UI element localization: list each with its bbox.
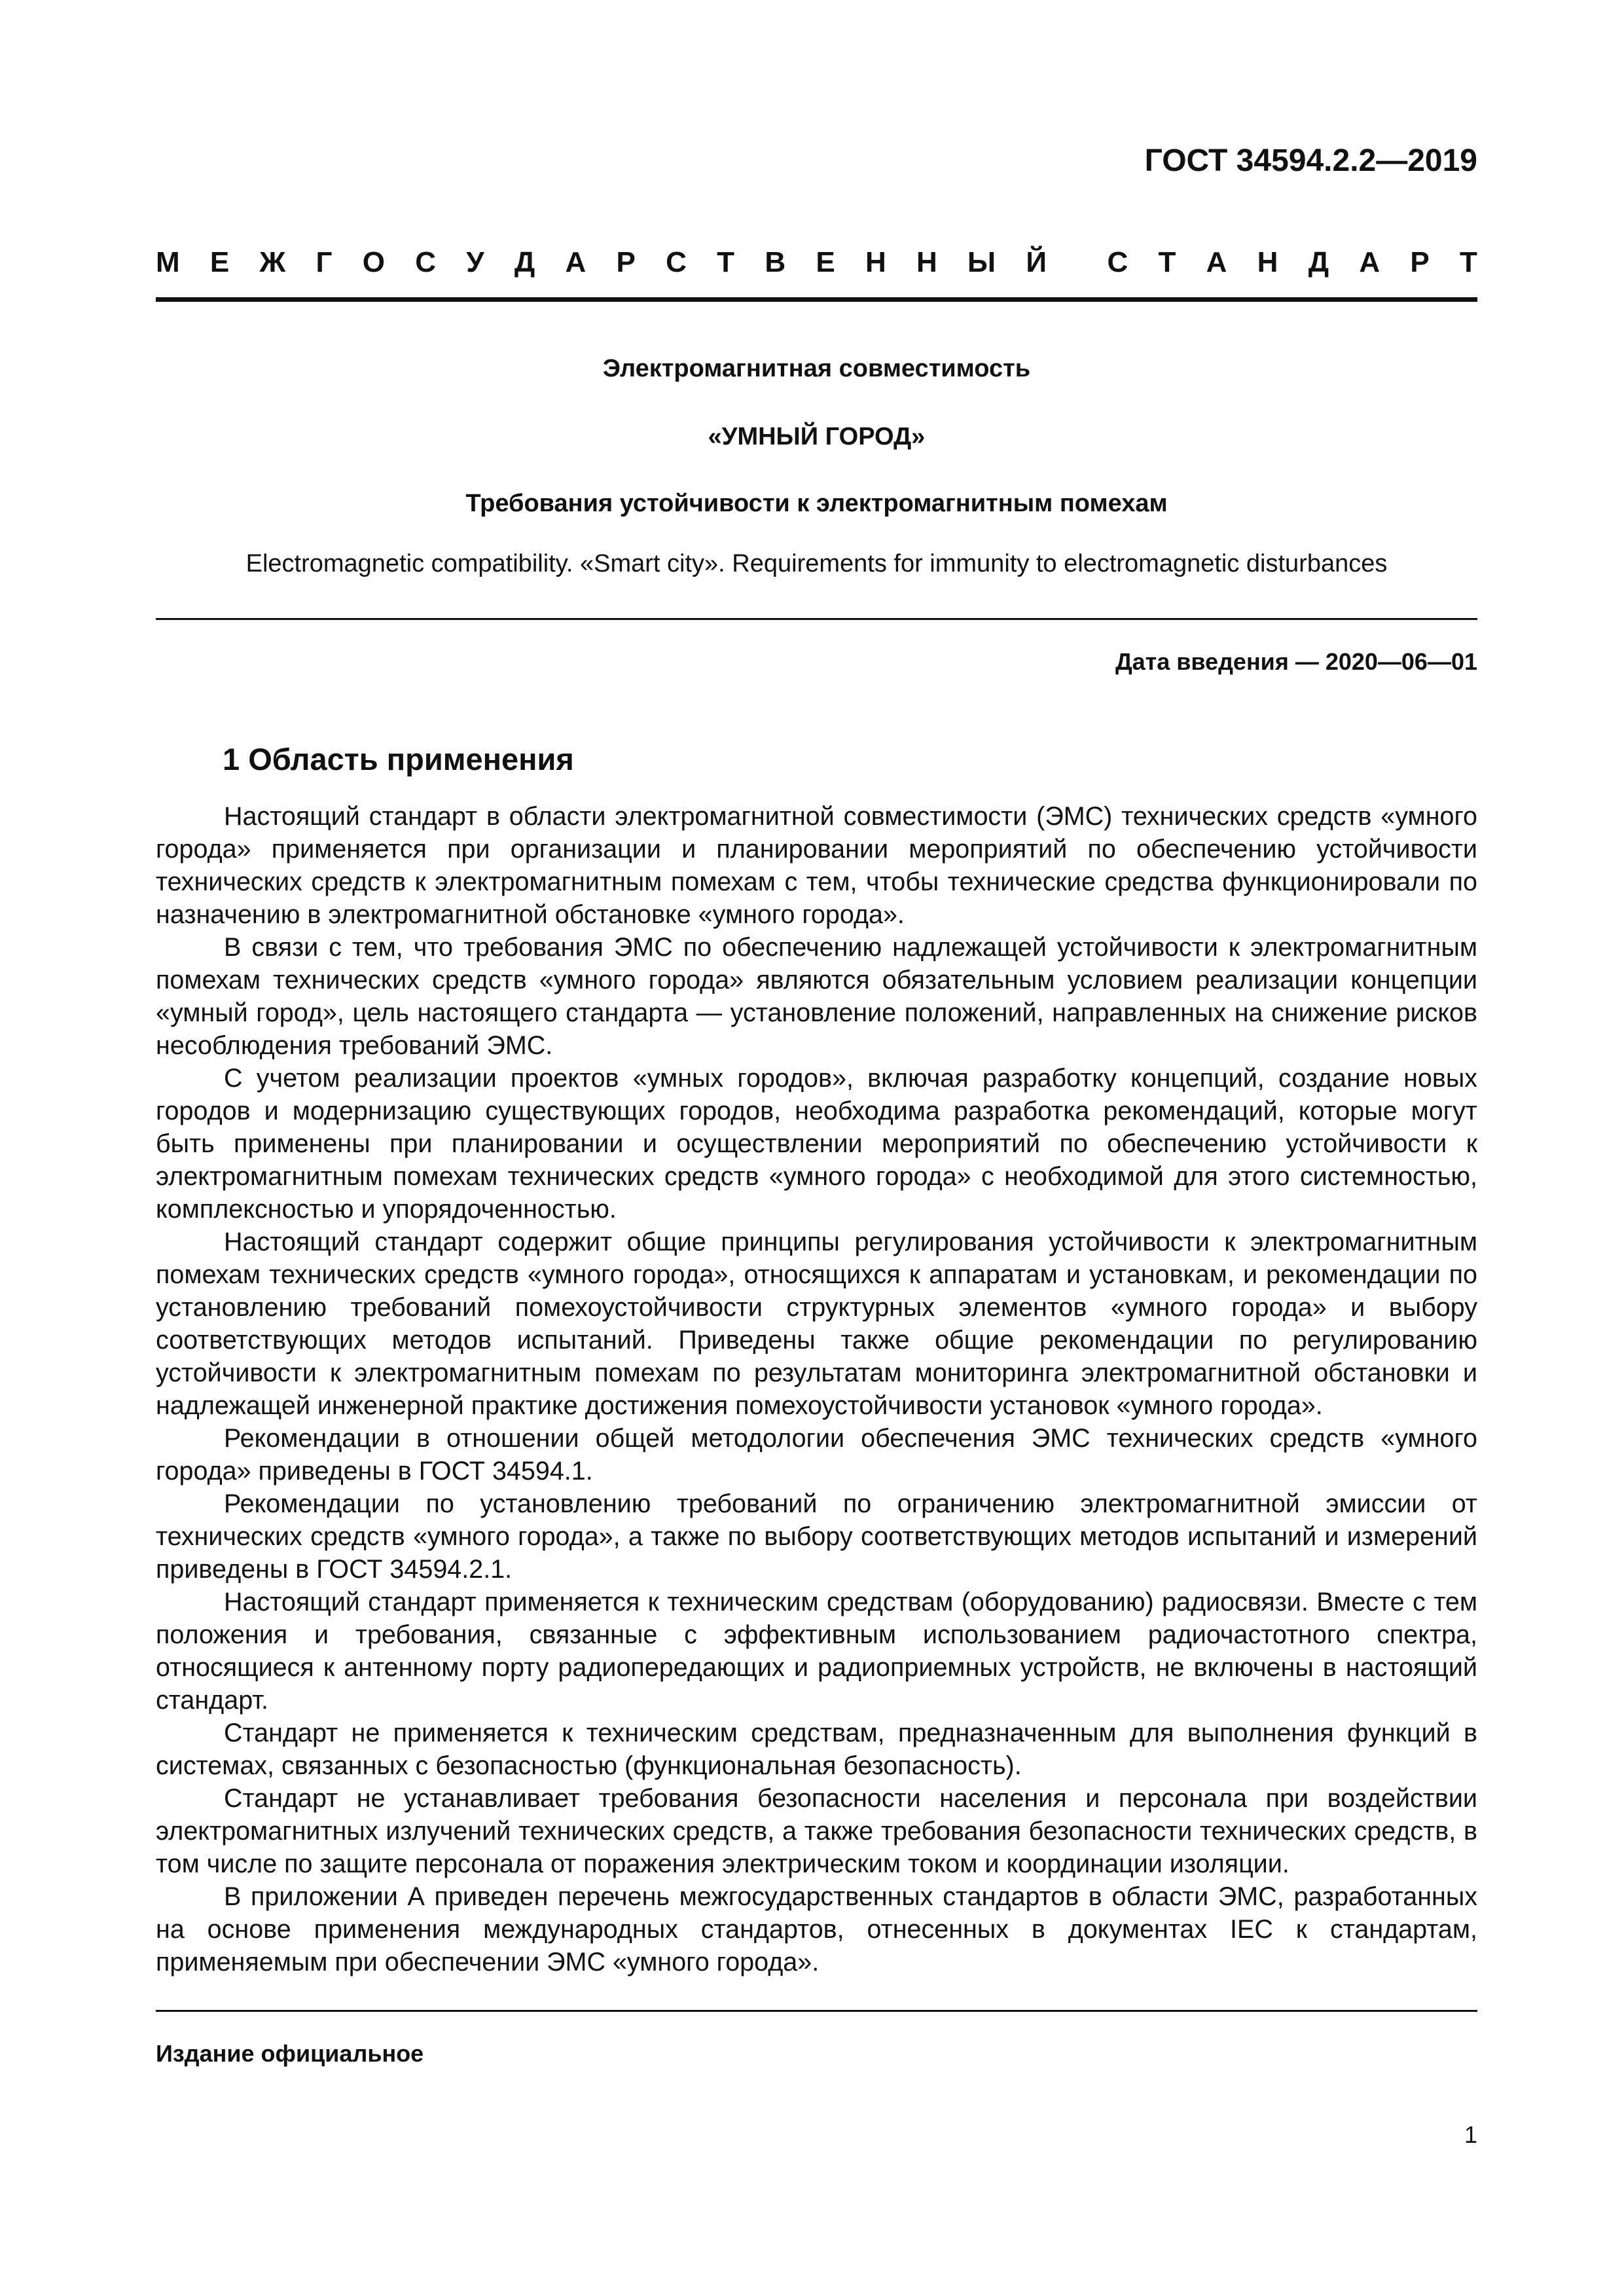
title-requirements: Требования устойчивости к электромагнитным помехам	[465, 490, 1168, 517]
paragraph: В приложении А приведен перечень межгосударственных стандартов в области ЭМС, разработанных на основе применения международных стандартов, отнесенных в документах IEC к стандартам, применяемым при обеспечении ЭМС «умного города».	[156, 1882, 1477, 1977]
paragraph: Рекомендации в отношении общей методологии обеспечения ЭМС технических средств «умного города» приведены в ГОСТ 34594.1.	[156, 1424, 1477, 1485]
standard-type-letter: Е	[816, 246, 835, 278]
standard-type-letter: Г	[316, 246, 333, 278]
title-english: Electromagnetic compatibility. «Smart city». Requirements for immunity to electromagnetic disturbances	[245, 550, 1388, 577]
standard-type-letter: Р	[616, 246, 636, 278]
header-divider	[156, 297, 1477, 302]
section-heading: 1 Область применения	[223, 742, 574, 776]
standard-type-letter: А	[565, 246, 586, 278]
standard-type-letter: Е	[209, 246, 230, 278]
standard-type-letter: Ы	[967, 246, 996, 278]
introduction-date: Дата введения — 2020—06—01	[1115, 648, 1477, 675]
footer-divider	[156, 2010, 1477, 2012]
paragraph: Настоящий стандарт содержит общие принципы регулирования устойчивости к электромагнитным помехам технических средств «умного города», относящихся к аппаратам и установкам, и рекомендации по установлению требований помехоустойчивости структурных элементов «умного города» и выбору соответствующих методов испытаний. Приведены также общие рекомендации по регулированию устойчивости к электромагнитным помехам по результатам мониторинга электромагнитной обстановки и надлежащей инженерной практике достижения помехоустойчивости установок «умного города».	[156, 1228, 1477, 1420]
standard-type-letter: Н	[916, 246, 937, 278]
standard-type-letter: С	[1107, 246, 1128, 278]
standard-type-letter: У	[466, 246, 484, 278]
paragraph: С учетом реализации проектов «умных городов», включая разработку концепций, создание новых городов и модернизацию существующих городов, необходима разработка рекомендаций, которые могут быть применены при планировании и осуществлении мероприятий по обеспечению устойчивости к электромагнитным помехам технических средств «умного города» с необходимой для этого системностью, комплексностью и упорядоченностью.	[156, 1064, 1477, 1224]
paragraph: Настоящий стандарт в области электромагнитной совместимости (ЭМС) технических средств «умного города» применяется при организации и планировании мероприятий по обеспечению устойчивости технических средств к электромагнитным помехам с тем, чтобы технические средства функционировали по назначению в электромагнитной обстановке «умного города».	[156, 802, 1477, 929]
standard-type-letter: Ж	[259, 246, 286, 278]
paragraph: Стандарт не устанавливает требования безопасности населения и персонала при воздействии электромагнитных излучений технических средств, а также требования безопасности технических средств, в том числе по защите персонала от поражения электрическим током и координации изоляции.	[156, 1784, 1477, 1878]
standard-type-letter: Н	[1257, 246, 1278, 278]
standard-type-letter: Р	[1410, 246, 1430, 278]
standard-type-letter: Т	[717, 246, 735, 278]
standard-type-letter: Н	[865, 246, 886, 278]
document-number: ГОСТ 34594.2.2—2019	[1144, 143, 1477, 178]
standard-type-letter: С	[415, 246, 437, 278]
paragraph: Настоящий стандарт применяется к техническим средствам (оборудованию) радиосвязи. Вместе с тем положения и требования, связанные с эффективным использованием радиочастотного спектра, относящиеся к антенному порту радиопередающих и радиоприемных устройств, не включены в настоящий стандарт.	[156, 1588, 1477, 1715]
standard-type-letter: С	[666, 246, 687, 278]
standard-type-letter: В	[765, 246, 786, 278]
title-divider	[156, 618, 1477, 620]
page-number: 1	[1464, 2121, 1477, 2148]
standard-type-letter: А	[1206, 246, 1227, 278]
section-body	[156, 800, 1477, 1978]
standard-type-heading	[156, 246, 1477, 279]
paragraph: Рекомендации по установлению требований по ограничению электромагнитной эмиссии от технических средств «умного города», а также по выбору соответствующих методов испытаний и измерений приведены в ГОСТ 34594.2.1.	[156, 1489, 1477, 1584]
standard-type-letter: О	[362, 246, 385, 278]
paragraph: В связи с тем, что требования ЭМС по обеспечению надлежащей устойчивости к электромагнитным помехам технических средств «умного города» являются обязательным условием реализации концепции «умный город», цель настоящего стандарта — установление положений, направленных на снижение рисков несоблюдения требований ЭМС.	[156, 933, 1477, 1060]
standard-type-letter: М	[156, 246, 180, 278]
standard-type-letter: Д	[1308, 246, 1329, 278]
edition-label: Издание официальное	[156, 2040, 424, 2067]
standard-type-letter: Д	[514, 246, 535, 278]
standard-type-letter: Т	[1459, 246, 1477, 278]
standard-type-letter: Й	[1026, 246, 1047, 278]
standard-type-letter: А	[1359, 246, 1380, 278]
paragraph: Стандарт не применяется к техническим средствам, предназначенным для выполнения функций в системах, связанных с безопасностью (функциональная безопасность).	[156, 1719, 1477, 1780]
title-subject: «УМНЫЙ ГОРОД»	[708, 423, 926, 450]
title-main: Электромагнитная совместимость	[602, 355, 1031, 382]
standard-type-letter: Т	[1158, 246, 1176, 278]
